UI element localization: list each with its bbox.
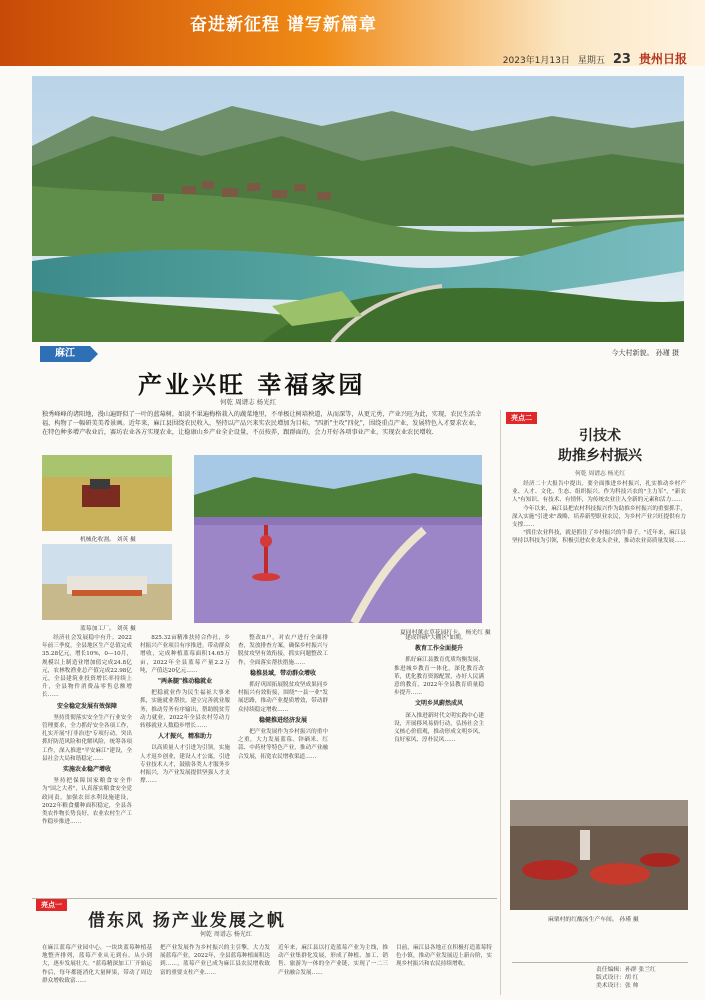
page-number: 23 bbox=[612, 52, 631, 67]
col5-para3: "抓住农业科技，就是抓住了乡村振兴的牛鼻子。"近年来，麻江县坚持以科技为引领，积极引进农业龙头企业，推动农业高质量发展…… bbox=[512, 530, 686, 545]
column-divider bbox=[500, 410, 501, 995]
col1-subhead2: 实施农业稳产增收 bbox=[62, 766, 111, 774]
editor-credits bbox=[596, 966, 656, 990]
column-3 bbox=[238, 634, 328, 896]
editor-line-3: 美术设计：张 帅 bbox=[596, 983, 639, 989]
main-byline: 何乾 周谱志 杨光红 bbox=[220, 398, 277, 406]
col1-subhead1: 安全稳定发展有效保障 bbox=[56, 702, 117, 710]
col2-para3: 以高质量人才引进为引领，实施人才返乡创业，建设人才公寓，引进专业技术人才，鼓励各类人才服务乡村振兴，为产业发展提供坚强人才支撑…… bbox=[140, 745, 230, 785]
col4-subhead2: 文明乡风蔚然成风 bbox=[414, 700, 463, 708]
column-4 bbox=[394, 634, 484, 896]
photo-workshop-caption: 麻栗村的红酸汤生产车间。 孙瑾 摄 bbox=[548, 917, 639, 923]
column-1 bbox=[42, 634, 132, 896]
issue-date: 2023年1月13日 bbox=[502, 56, 570, 66]
editor-line-1: 责任编辑：孙群 张兰红 bbox=[596, 967, 656, 973]
photo-harvest bbox=[42, 455, 172, 531]
page-header bbox=[0, 0, 705, 66]
bottom-article-rule bbox=[32, 898, 497, 899]
col2-para2: 把稳就业作为民生福祉大事来抓，实施就业帮扶，建立完善就业服务，推动劳务有序输出，帮助脱贫劳动力就业，2022年全县农村劳动力转移就业人数稳步增长…… bbox=[140, 690, 230, 730]
editor-line-2: 版式设计：胡 红 bbox=[596, 975, 639, 981]
col1-para2: 坚持贯彻落实安全生产行业安全管理要求，全力抓好安全各项工作，扎实开展"打非治违"专项行动，突出抓好防范风险和化解风险，统筹各项工作，深入推进"平安麻江"建设，全县社会大局和谐稳定…… bbox=[42, 714, 132, 762]
photo-workshop bbox=[510, 800, 688, 910]
issue-weekday: 星期五 bbox=[577, 56, 605, 66]
header-meta bbox=[503, 50, 687, 67]
photo-factory-caption: 蓝莓加工厂。 刘英 摄 bbox=[80, 626, 136, 632]
col2-subhead2: 人才振兴，精准助力 bbox=[157, 733, 212, 741]
col3-para1: 整改8户。对农户进行全面排查，发放排查方案，确保乡村振兴与脱贫攻坚有效衔接，抓实问题整改工作，全面落实帮扶措施…… bbox=[238, 635, 328, 666]
bottom-col-d: 目前，麻江县各地正在积极打造蓝莓特色小镇，推动产业发展迈上新台阶，实现乡村振兴和农民持续增收。 bbox=[396, 945, 492, 968]
photo-lavender bbox=[194, 455, 482, 623]
side-tag: 亮点二 bbox=[506, 412, 537, 424]
main-title: 产业兴旺 幸福家园 bbox=[138, 370, 366, 399]
bottom-byline: 何乾 周谱志 杨光红 bbox=[200, 931, 252, 938]
bottom-tag: 亮点一 bbox=[36, 899, 67, 911]
col3-para3: 把产业发展作为乡村振兴的重中之重，大力发展蓝莓、锌硒米、红蒜、中药材等特色产业，推动产业融合发展，拓宽农民增收渠道…… bbox=[238, 729, 328, 760]
photo-lavender-caption: 夏同村薰衣草花园打卡。 杨光红 摄 bbox=[400, 630, 491, 636]
bottom-title: 借东风 扬产业发展之帆 bbox=[88, 911, 286, 931]
col4-subhead1: 教育工作全面提升 bbox=[414, 645, 463, 653]
col2-para1: 825.32亩精准扶持合作社，乡村振兴产业项目有序推进。带动群众增收，完成种植蓝莓面积14.65万亩，2022年全县蓝莓产量2.2万吨，产值达20亿元…… bbox=[140, 635, 230, 674]
photo-harvest-caption: 机械化收割。 刘英 摄 bbox=[80, 537, 136, 543]
side-title bbox=[520, 426, 680, 466]
column-2 bbox=[140, 634, 230, 896]
col3-subhead1: 稳推县域，带动群众增收 bbox=[249, 669, 316, 677]
col3-subhead2: 稳健推进经济发展 bbox=[258, 716, 307, 724]
editor-rule bbox=[512, 962, 688, 963]
col1-para3: 坚持把保障国家粮食安全作为"国之大者"，认真落实粮食安全党政同责，加强农田水利设施建设，2022年粮食播种面积稳定，全县各类农作物长势良好，农业农村生产工作稳步推进…… bbox=[42, 778, 132, 826]
bottom-col-a: 在麻江蓝莓产业园中心，一块块蓝莓种植基地整齐排列，蓝莓产业从无到有、从小到大，逐步发展壮大。"蓝莓精深加工厂开始运作后，每年都能消化大量鲜果，带动了周边群众增收致富…… bbox=[42, 945, 152, 984]
photo-factory bbox=[42, 544, 172, 620]
col1-para1: 经济社会发展稳中有升。2022年前三季度，全县地区生产总值完成35.28亿元，增长10%，0—10月，规模以上制造业增加值完成24.8亿元，农林牧渔业总产值完成22.98亿元，全县建筑业投资增长率持续上升，全县物件消费品零售总额增长…… bbox=[42, 635, 132, 699]
column-5 bbox=[512, 480, 686, 794]
col4-para3: 深入推进新时代文明实践中心建设，开展移风易俗行动，弘扬社会主义核心价值观，推动形成文明乡风、良好家风、淳朴民风…… bbox=[394, 712, 484, 744]
col4-para1: 建成锌硒"大棚区"如期。 bbox=[405, 635, 467, 641]
paper-name: 贵州日报 bbox=[638, 52, 687, 66]
hero-photo bbox=[32, 76, 684, 342]
intro-paragraph: 独秀峰峰的诸阳地，漫山遍野似了一叶的蓝莓树，如淡不果遍梅格栽入的蔬菜地里，不单极让树培秧道，从而深等，从更元勇，产业兴旺为此，实现，农民生活幸福，构物了一幅研美美希景画。近年来，麻江县围绕农民收入，坚持以产品兴来实农民增加为目标，"四新"主攻"四化"，围绕重点产业，发展特色入才要求农业，在特色种多增产收业后，赛坊农业各方实现农业，让稳康山乡产业全企设量，不员按养，跟群面的，会力开好各项事业产业，实现农业农民增收. bbox=[42, 411, 482, 436]
bottom-col-b: 把产业发展作为乡村振兴的主引擎，大力发展蓝莓产业，2022年，全县蓝莓种植面积达到……，蓝莓产业已成为麻江县农民增收致富的重要支柱产业…… bbox=[160, 945, 270, 976]
header-slogan: 奋进新征程 谱写新篇章 bbox=[190, 15, 377, 35]
side-byline: 何乾 周谱志 杨光红 bbox=[574, 471, 626, 477]
hero-caption: 今大村新貌。 孙瑾 摄 bbox=[611, 349, 679, 357]
side-title-line2: 助推乡村振兴 bbox=[558, 448, 642, 464]
col3-para2: 抓好巩固拓展脱贫攻坚成果同乡村振兴有效衔接，围绕"一县一业"发展思路，推动产业提质增效，带动群众持续稳定增收…… bbox=[238, 682, 328, 713]
side-title-line1: 引技术 bbox=[579, 428, 621, 444]
bottom-col-c: 近年来，麻江县以打造蓝莓产业为主线，推动产业集群化发展，形成了种植、加工、销售、旅游为一体的全产业链，实现了一二三产业融合发展…… bbox=[278, 945, 388, 976]
place-tag: 麻江 bbox=[40, 346, 90, 362]
col5-para1: 经济二十大报告中提出，要全面推进乡村振兴，扎实推动乡村产业、人才、文化、生态、组织振兴。作为科技兴农的"主力军"，"新农人"有知识、有技术、有情怀，为传统农业注入全新的元素和活力…… bbox=[512, 481, 686, 504]
col4-para2: 抓好麻江县教育优质均衡发展，推进城乡教育一体化，深化教育改革，优化教育资源配置，办好人民满意的教育，2022年全县教育质量稳步提升…… bbox=[394, 657, 484, 697]
col5-para2: 今年以来，麻江县把农村科技振兴作为助推乡村振兴的重要抓手，深入实施"引进来"战略，培养新型职业农民，为乡村产业兴旺提供有力支撑…… bbox=[512, 505, 686, 529]
col2-subhead1: "两条腿"推动稳就业 bbox=[157, 678, 213, 686]
